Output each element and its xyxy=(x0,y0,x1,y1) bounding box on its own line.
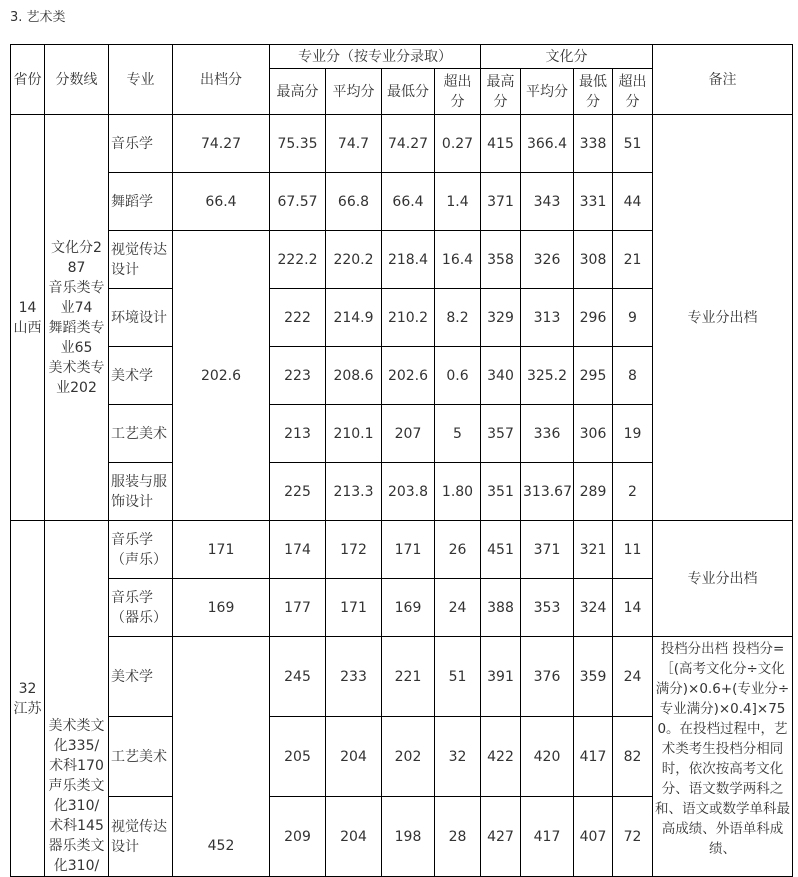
major-cell: 音乐学（声乐） xyxy=(109,521,173,579)
major-cell: 美术学 xyxy=(109,347,173,405)
prof-avg-cell: 208.6 xyxy=(326,347,382,405)
culture-over-cell: 72 xyxy=(613,797,653,877)
culture-over-cell: 24 xyxy=(613,637,653,717)
prof-avg-cell: 74.7 xyxy=(326,115,382,173)
major-cell: 视觉传达设计 xyxy=(109,231,173,289)
prof-min-cell: 171 xyxy=(382,521,435,579)
admission-table-wrapper xyxy=(10,44,792,877)
prof-over-cell: 1.4 xyxy=(435,173,481,231)
culture-max-cell: 427 xyxy=(481,797,521,877)
culture-min-cell: 321 xyxy=(574,521,613,579)
culture-min-cell: 359 xyxy=(574,637,613,717)
culture-avg-cell: 371 xyxy=(521,521,574,579)
prof-max-cell: 177 xyxy=(270,579,326,637)
province-cell: 14山西 xyxy=(11,115,45,521)
prof-max-cell: 225 xyxy=(270,463,326,521)
header-prof-over: 超出分 xyxy=(435,69,481,115)
culture-min-cell: 308 xyxy=(574,231,613,289)
culture-avg-cell: 417 xyxy=(521,797,574,877)
prof-max-cell: 75.35 xyxy=(270,115,326,173)
header-prof-min: 最低分 xyxy=(382,69,435,115)
prof-max-cell: 174 xyxy=(270,521,326,579)
header-remark: 备注 xyxy=(653,45,793,115)
section-title: 3. 艺术类 xyxy=(10,10,66,25)
prof-avg-cell: 233 xyxy=(326,637,382,717)
prof-over-cell: 0.6 xyxy=(435,347,481,405)
prof-max-cell: 222 xyxy=(270,289,326,347)
score-line-cell: 文化分287 音乐类专业74 舞蹈类专业65 美术类专业202 xyxy=(45,115,109,521)
culture-max-cell: 351 xyxy=(481,463,521,521)
culture-max-cell: 371 xyxy=(481,173,521,231)
culture-over-cell: 8 xyxy=(613,347,653,405)
table-row xyxy=(11,637,793,717)
culture-avg-cell: 366.4 xyxy=(521,115,574,173)
culture-avg-cell: 313 xyxy=(521,289,574,347)
prof-avg-cell: 213.3 xyxy=(326,463,382,521)
culture-max-cell: 391 xyxy=(481,637,521,717)
culture-max-cell: 422 xyxy=(481,717,521,797)
major-cell: 工艺美术 xyxy=(109,405,173,463)
prof-over-cell: 24 xyxy=(435,579,481,637)
culture-min-cell: 289 xyxy=(574,463,613,521)
header-culture-max: 最高分 xyxy=(481,69,521,115)
culture-max-cell: 388 xyxy=(481,579,521,637)
prof-max-cell: 209 xyxy=(270,797,326,877)
prof-over-cell: 5 xyxy=(435,405,481,463)
header-culture-avg: 平均分 xyxy=(521,69,574,115)
header-culture-group: 文化分 xyxy=(481,45,653,69)
prof-avg-cell: 204 xyxy=(326,797,382,877)
header-culture-over: 超出分 xyxy=(613,69,653,115)
prof-over-cell: 0.27 xyxy=(435,115,481,173)
culture-max-cell: 357 xyxy=(481,405,521,463)
culture-max-cell: 340 xyxy=(481,347,521,405)
culture-over-cell: 11 xyxy=(613,521,653,579)
major-cell: 环境设计 xyxy=(109,289,173,347)
remark-cell: 专业分出档 xyxy=(653,521,793,637)
prof-min-cell: 218.4 xyxy=(382,231,435,289)
header-row-1 xyxy=(11,45,793,69)
prof-min-cell: 169 xyxy=(382,579,435,637)
culture-avg-cell: 326 xyxy=(521,231,574,289)
prof-min-cell: 221 xyxy=(382,637,435,717)
prof-avg-cell: 204 xyxy=(326,717,382,797)
culture-avg-cell: 376 xyxy=(521,637,574,717)
culture-avg-cell: 336 xyxy=(521,405,574,463)
header-professional-group: 专业分（按专业分录取） xyxy=(270,45,481,69)
prof-min-cell: 202.6 xyxy=(382,347,435,405)
culture-avg-cell: 325.2 xyxy=(521,347,574,405)
culture-over-cell: 9 xyxy=(613,289,653,347)
culture-min-cell: 324 xyxy=(574,579,613,637)
prof-max-cell: 213 xyxy=(270,405,326,463)
culture-avg-cell: 353 xyxy=(521,579,574,637)
prof-max-cell: 67.57 xyxy=(270,173,326,231)
culture-over-cell: 14 xyxy=(613,579,653,637)
header-prof-avg: 平均分 xyxy=(326,69,382,115)
prof-min-cell: 203.8 xyxy=(382,463,435,521)
prof-min-cell: 202 xyxy=(382,717,435,797)
prof-max-cell: 223 xyxy=(270,347,326,405)
prof-avg-cell: 214.9 xyxy=(326,289,382,347)
prof-min-cell: 66.4 xyxy=(382,173,435,231)
prof-avg-cell: 220.2 xyxy=(326,231,382,289)
province-cell: 32江苏 xyxy=(11,521,45,877)
major-cell: 舞蹈学 xyxy=(109,173,173,231)
culture-max-cell: 329 xyxy=(481,289,521,347)
prof-over-cell: 26 xyxy=(435,521,481,579)
cutoff-cell: 171 xyxy=(173,521,270,579)
cutoff-cell: 202.6 xyxy=(173,231,270,521)
cutoff-cell: 169 xyxy=(173,579,270,637)
prof-over-cell: 51 xyxy=(435,637,481,717)
header-score-line: 分数线 xyxy=(45,45,109,115)
header-prof-max: 最高分 xyxy=(270,69,326,115)
remark-cell: 投档分出档 投档分=［(高考文化分÷文化满分)×0.6+(专业分÷专业满分)×0.4]×750。在投档过程中，艺术类考生投档分相同时，依次按高考文化分、语文数学两科之和、语文或数学单科最高成绩、外语单科成绩、 xyxy=(653,637,793,877)
culture-max-cell: 358 xyxy=(481,231,521,289)
culture-max-cell: 415 xyxy=(481,115,521,173)
culture-min-cell: 417 xyxy=(574,717,613,797)
prof-over-cell: 28 xyxy=(435,797,481,877)
culture-over-cell: 44 xyxy=(613,173,653,231)
prof-min-cell: 198 xyxy=(382,797,435,877)
cutoff-cell: 66.4 xyxy=(173,173,270,231)
prof-max-cell: 245 xyxy=(270,637,326,717)
culture-avg-cell: 343 xyxy=(521,173,574,231)
culture-min-cell: 331 xyxy=(574,173,613,231)
prof-avg-cell: 66.8 xyxy=(326,173,382,231)
prof-avg-cell: 172 xyxy=(326,521,382,579)
culture-over-cell: 19 xyxy=(613,405,653,463)
culture-over-cell: 51 xyxy=(613,115,653,173)
admission-score-table xyxy=(10,44,793,877)
prof-over-cell: 8.2 xyxy=(435,289,481,347)
major-cell: 服装与服饰设计 xyxy=(109,463,173,521)
major-cell: 视觉传达设计 xyxy=(109,797,173,877)
prof-min-cell: 207 xyxy=(382,405,435,463)
remark-cell: 专业分出档 xyxy=(653,115,793,521)
culture-min-cell: 295 xyxy=(574,347,613,405)
culture-over-cell: 21 xyxy=(613,231,653,289)
prof-over-cell: 1.80 xyxy=(435,463,481,521)
score-line-cell: 美术类文化335/术科170 声乐类文化310/术科145 器乐类文化310/ xyxy=(45,521,109,877)
prof-min-cell: 210.2 xyxy=(382,289,435,347)
prof-over-cell: 32 xyxy=(435,717,481,797)
prof-max-cell: 205 xyxy=(270,717,326,797)
culture-min-cell: 296 xyxy=(574,289,613,347)
header-province: 省份 xyxy=(11,45,45,115)
prof-min-cell: 74.27 xyxy=(382,115,435,173)
culture-max-cell: 451 xyxy=(481,521,521,579)
header-major: 专业 xyxy=(109,45,173,115)
major-cell: 美术学 xyxy=(109,637,173,717)
table-row xyxy=(11,521,793,579)
cutoff-cell: 452 xyxy=(173,637,270,877)
culture-min-cell: 338 xyxy=(574,115,613,173)
culture-min-cell: 306 xyxy=(574,405,613,463)
cutoff-cell: 74.27 xyxy=(173,115,270,173)
prof-over-cell: 16.4 xyxy=(435,231,481,289)
major-cell: 音乐学 xyxy=(109,115,173,173)
culture-avg-cell: 313.67 xyxy=(521,463,574,521)
prof-avg-cell: 171 xyxy=(326,579,382,637)
culture-over-cell: 82 xyxy=(613,717,653,797)
major-cell: 音乐学（器乐） xyxy=(109,579,173,637)
header-cutoff: 出档分 xyxy=(173,45,270,115)
table-row xyxy=(11,115,793,173)
header-culture-min: 最低分 xyxy=(574,69,613,115)
culture-avg-cell: 420 xyxy=(521,717,574,797)
culture-over-cell: 2 xyxy=(613,463,653,521)
culture-min-cell: 407 xyxy=(574,797,613,877)
prof-avg-cell: 210.1 xyxy=(326,405,382,463)
prof-max-cell: 222.2 xyxy=(270,231,326,289)
major-cell: 工艺美术 xyxy=(109,717,173,797)
